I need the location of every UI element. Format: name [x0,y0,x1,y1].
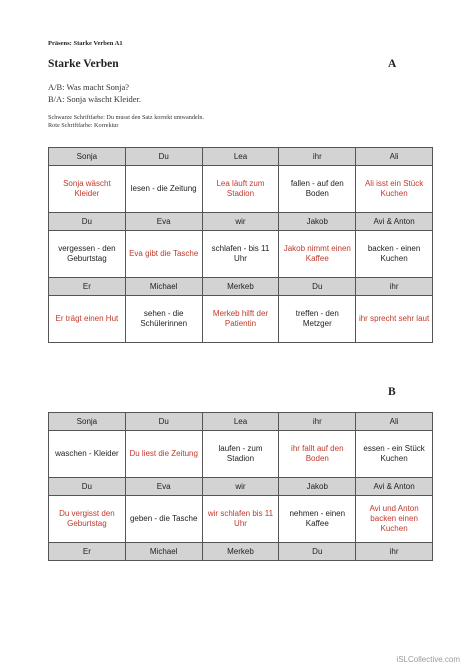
subject-header-cell: Du [279,278,356,296]
worksheet-header: Präsens: Starke Verben A1 [48,40,123,47]
correction-cell: ihr fallt auf den Boden [279,431,356,478]
prompt-cell: fallen - auf den Boden [279,166,356,213]
correction-cell: Du vergisst den Geburtstag [49,496,126,543]
subject-header-cell: Sonja [49,148,126,166]
correction-cell: Er trägt einen Hut [49,296,126,343]
subject-header-cell: Avi & Anton [356,213,433,231]
prompt-cell: treffen - den Metzger [279,296,356,343]
prompt-cell: sehen - die Schülerinnen [125,296,202,343]
correction-cell: Du liest die Zeitung [125,431,202,478]
worksheet-title: Starke Verben [48,58,119,70]
section-letter-b: B [388,386,396,398]
prompt-cell: laufen - zum Stadion [202,431,279,478]
subject-header-cell: Du [125,413,202,431]
subject-header-cell: Jakob [279,213,356,231]
prompt-cell: nehmen - einen Kaffee [279,496,356,543]
correction-cell: wir schlafen bis 11 Uhr [202,496,279,543]
correction-cell: ihr sprecht sehr laut [356,296,433,343]
subject-header-cell: Lea [202,148,279,166]
subject-header-cell: Er [49,278,126,296]
subject-header-cell: ihr [356,278,433,296]
subject-header-cell: ihr [279,413,356,431]
subject-header-cell: wir [202,213,279,231]
prompt-cell: lesen - die Zeitung [125,166,202,213]
footer-watermark: iSLCollective.com [396,655,460,664]
prompt-cell: backen - einen Kuchen [356,231,433,278]
prompt-cell: schlafen - bis 11 Uhr [202,231,279,278]
subject-header-cell: Michael [125,543,202,561]
subject-header-cell: Jakob [279,478,356,496]
verb-table-b [48,412,433,561]
dialog-line-2: B/A: Sonja wäscht Kleider. [48,94,142,104]
subject-header-cell: Du [49,478,126,496]
correction-cell: Merkeb hilft der Patientin [202,296,279,343]
dialog-line-1: A/B: Was macht Sonja? [48,82,130,92]
subject-header-cell: ihr [279,148,356,166]
correction-cell: Jakob nimmt einen Kaffee [279,231,356,278]
subject-header-cell: Eva [125,478,202,496]
subject-header-cell: wir [202,478,279,496]
hint-red: Rote Schriftfarbe: Korrektur [48,122,119,129]
section-letter-a: A [388,58,397,70]
correction-cell: Lea läuft zum Stadion [202,166,279,213]
subject-header-cell: Michael [125,278,202,296]
subject-header-cell: Du [279,543,356,561]
prompt-cell: essen - ein Stück Kuchen [356,431,433,478]
subject-header-cell: Ali [356,413,433,431]
subject-header-cell: Du [125,148,202,166]
subject-header-cell: Sonja [49,413,126,431]
subject-header-cell: ihr [356,543,433,561]
subject-header-cell: Eva [125,213,202,231]
subject-header-cell: Merkeb [202,278,279,296]
prompt-cell: vergessen - den Geburtstag [49,231,126,278]
subject-header-cell: Du [49,213,126,231]
verb-table-a [48,147,433,343]
correction-cell: Ali isst ein Stück Kuchen [356,166,433,213]
subject-header-cell: Merkeb [202,543,279,561]
correction-cell: Sonja wäscht Kleider [49,166,126,213]
subject-header-cell: Avi & Anton [356,478,433,496]
subject-header-cell: Er [49,543,126,561]
subject-header-cell: Ali [356,148,433,166]
prompt-cell: geben - die Tasche [125,496,202,543]
subject-header-cell: Lea [202,413,279,431]
hint-black: Schwarze Schriftfarbe: Du musst den Satz korrekt umwandeln. [48,114,205,121]
prompt-cell: waschen - Kleider [49,431,126,478]
correction-cell: Eva gibt die Tasche [125,231,202,278]
correction-cell: Avi und Anton backen einen Kuchen [356,496,433,543]
